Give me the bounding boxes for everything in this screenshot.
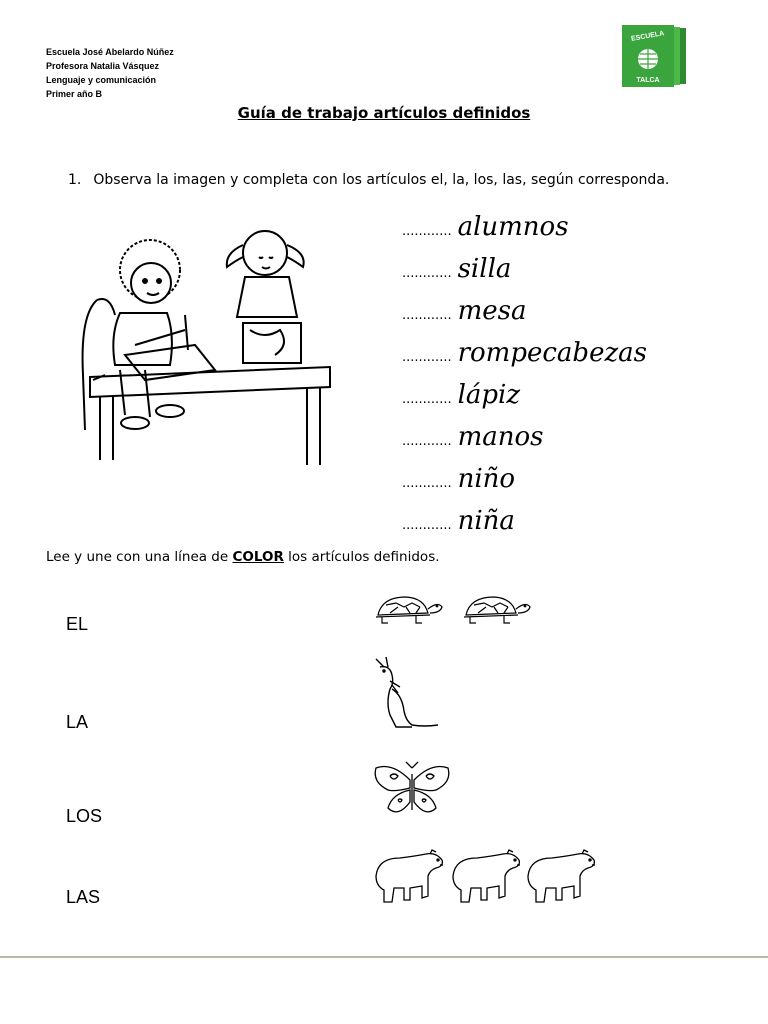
word: mesa <box>457 296 527 326</box>
footer-divider <box>0 956 768 958</box>
school-logo <box>620 25 688 87</box>
exercise2-text-before: Lee y une con una línea de <box>46 549 233 565</box>
article-las: LAS <box>66 887 101 907</box>
exercise1-instruction <box>68 172 669 188</box>
word: silla <box>457 254 512 284</box>
word: manos <box>457 422 544 452</box>
word: lápiz <box>457 380 521 410</box>
logo-top-text: ESCUELA <box>630 30 665 43</box>
word: niña <box>457 506 515 536</box>
blank-line[interactable]: ............ <box>402 266 452 281</box>
bear-image <box>522 846 598 913</box>
turtle-image <box>460 593 532 634</box>
word-row <box>402 380 520 420</box>
blank-line[interactable]: ............ <box>402 392 452 407</box>
bear-image <box>447 846 523 913</box>
word-row <box>402 506 515 546</box>
exercise1-number: 1. <box>68 172 82 188</box>
bear-image <box>370 846 446 913</box>
page-title: Guía de trabajo artículos definidos <box>237 104 531 122</box>
word-row <box>402 254 511 294</box>
word: niño <box>457 464 516 494</box>
exercise1-text: Observa la imagen y completa con los artículos el, la, los, las, según corresponda. <box>93 172 670 188</box>
blank-line[interactable]: ............ <box>402 434 452 449</box>
subject-name: Lenguaje y comunicación <box>46 75 157 85</box>
blank-line[interactable]: ............ <box>402 350 452 365</box>
article-el: EL <box>66 614 89 634</box>
turtle-image <box>372 593 444 634</box>
children-at-table-illustration <box>75 205 335 475</box>
blank-line[interactable]: ............ <box>402 308 452 323</box>
blank-line[interactable]: ............ <box>402 476 452 491</box>
blank-line[interactable]: ............ <box>402 224 452 239</box>
blank-line[interactable]: ............ <box>402 518 452 533</box>
school-info <box>46 45 174 101</box>
grade-name: Primer año B <box>46 89 103 99</box>
article-los: LOS <box>66 806 103 826</box>
exercise2-keyword: COLOR <box>232 549 284 565</box>
word: alumnos <box>457 212 569 242</box>
word-row <box>402 464 515 504</box>
exercise2-instruction <box>46 549 440 565</box>
exercise2-text-after: los artículos definidos. <box>283 549 440 565</box>
word: rompecabezas <box>457 338 647 368</box>
word-row <box>402 212 569 252</box>
kangaroo-image <box>372 655 442 738</box>
word-row <box>402 422 544 462</box>
butterfly-image <box>372 760 452 825</box>
logo-bottom-text: TALCA <box>636 77 660 84</box>
word-row <box>402 296 526 336</box>
article-la: LA <box>66 712 89 732</box>
school-name: Escuela José Abelardo Núñez <box>46 47 174 57</box>
teacher-name: Profesora Natalia Vásquez <box>46 61 160 71</box>
word-row <box>402 338 647 378</box>
